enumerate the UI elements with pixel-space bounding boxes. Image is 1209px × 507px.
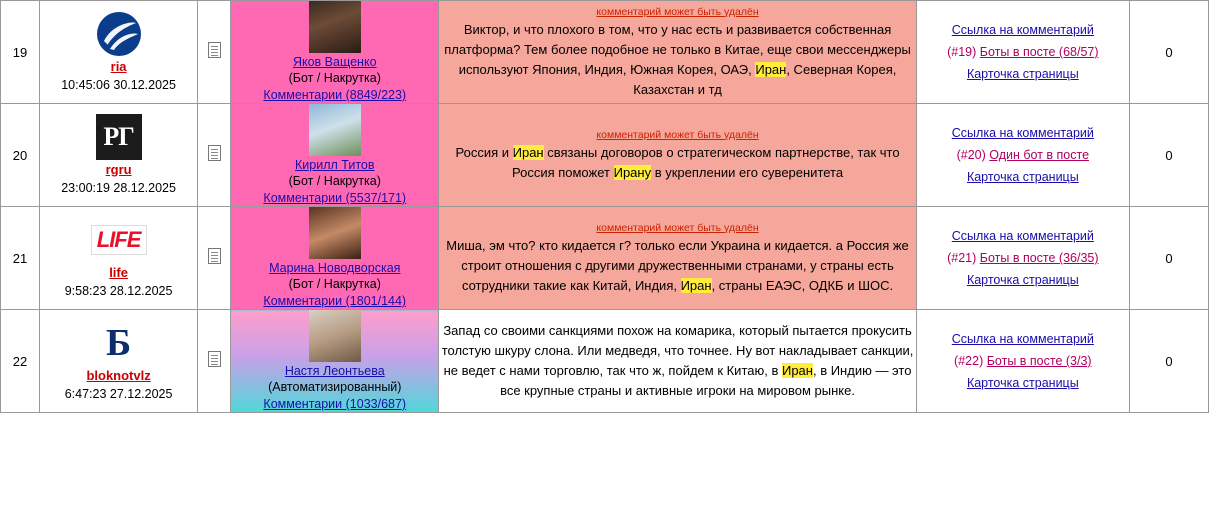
links-cell <box>916 104 1129 207</box>
source-date: 9:58:23 28.12.2025 <box>64 283 173 298</box>
row-number: 20 <box>1 104 40 207</box>
author-tag: (Бот / Накрутка) <box>288 174 381 188</box>
author-link[interactable]: Настя Леонтьева <box>284 364 385 378</box>
document-cell[interactable] <box>198 207 231 310</box>
page-card-link[interactable]: Карточка страницы <box>966 273 1079 287</box>
avatar <box>309 1 361 53</box>
source-link[interactable]: bloknotvlz <box>86 367 151 383</box>
table-row <box>1 310 1209 413</box>
bots-in-post-link[interactable]: Один бот в посте <box>989 148 1090 162</box>
highlight-term: Иран <box>680 277 712 293</box>
author-link[interactable]: Яков Ващенко <box>292 55 377 69</box>
table-row <box>1 1 1209 104</box>
comment-text: Миша, эм что? кто кидается г? только если Украина и кидается. а Россия же строит отношения с другими дружественными странами, у страны есть сотрудники такие как Китай, Индия, Иран, страны ЕАЭС, ОДКБ и ШОС. <box>446 237 909 293</box>
links-cell <box>916 1 1129 104</box>
highlight-term: Иран <box>781 363 813 378</box>
table-row <box>1 104 1209 207</box>
comment-index: (#20) <box>956 148 986 162</box>
page-card-link[interactable]: Карточка страницы <box>966 170 1079 184</box>
count-cell: 0 <box>1129 310 1208 413</box>
highlight-term: Ирану <box>613 164 652 180</box>
document-cell[interactable] <box>198 1 231 104</box>
bots-in-post-link[interactable]: Боты в посте (68/57) <box>979 45 1099 59</box>
rg-logo: РГ <box>96 114 142 160</box>
author-cell <box>231 310 439 413</box>
author-comments-link[interactable]: Комментарии (1033/687) <box>263 397 407 411</box>
source-date: 10:45:06 30.12.2025 <box>61 77 176 92</box>
count-cell: 0 <box>1129 1 1208 104</box>
comment-permalink[interactable]: Ссылка на комментарий <box>951 229 1094 243</box>
avatar <box>309 104 361 156</box>
count-cell: 0 <box>1129 104 1208 207</box>
source-cell <box>40 310 198 413</box>
source-cell <box>40 1 198 104</box>
bots-in-post-link[interactable]: Боты в посте (3/3) <box>986 354 1092 368</box>
comment-permalink[interactable]: Ссылка на комментарий <box>951 126 1094 140</box>
page-card-link[interactable]: Карточка страницы <box>966 67 1079 81</box>
author-comments-link[interactable]: Комментарии (1801/144) <box>263 294 407 308</box>
source-link[interactable]: life <box>109 264 128 280</box>
document-icon[interactable] <box>208 42 221 58</box>
comment-index: (#22) <box>954 354 984 368</box>
source-date: 6:47:23 27.12.2025 <box>64 386 173 401</box>
row-number: 22 <box>1 310 40 413</box>
author-cell <box>231 104 439 207</box>
links-cell <box>916 207 1129 310</box>
author-tag: (Автоматизированный) <box>268 380 402 394</box>
comment-text: Запад со своими санкциями похож на комарика, который пытается прокусить толстую шкуру слона. Или медведя, что точнее. Ну вот накладывает санкции, не ведет с нами торговлю, так что ж, пойдем к Китаю, в Иран, в Индию — это все крупные страны и активные игроки на мировом рынке. <box>441 323 914 398</box>
author-comments-link[interactable]: Комментарии (5537/171) <box>263 191 407 205</box>
comment-cell <box>439 104 916 207</box>
page-card-link[interactable]: Карточка страницы <box>966 376 1079 390</box>
deleted-note: комментарий может быть удалён <box>596 128 759 141</box>
comment-permalink[interactable]: Ссылка на комментарий <box>951 332 1094 346</box>
author-link[interactable]: Марина Новодворская <box>269 261 401 275</box>
comment-index: (#19) <box>947 45 977 59</box>
highlight-term: Иран <box>755 61 787 77</box>
document-icon[interactable] <box>208 351 221 367</box>
comment-cell <box>439 207 916 310</box>
document-cell[interactable] <box>198 104 231 207</box>
comment-index: (#21) <box>947 251 977 265</box>
author-cell <box>231 1 439 104</box>
comment-text: Россия и Иран связаны договоров о стратегическом партнерстве, так что Россия поможет Ирану в укреплении его суверенитета <box>455 144 900 180</box>
highlight-term: Иран <box>512 144 544 160</box>
comment-cell <box>439 1 916 104</box>
document-icon[interactable] <box>208 248 221 264</box>
avatar <box>309 310 361 362</box>
links-cell <box>916 310 1129 413</box>
document-icon[interactable] <box>208 145 221 161</box>
bots-in-post-link[interactable]: Боты в посте (36/35) <box>979 251 1099 265</box>
comment-cell <box>439 310 916 413</box>
source-cell <box>40 207 198 310</box>
deleted-note: комментарий может быть удалён <box>596 221 759 234</box>
author-tag: (Бот / Накрутка) <box>288 71 381 85</box>
row-number: 19 <box>1 1 40 104</box>
author-tag: (Бот / Накрутка) <box>288 277 381 291</box>
comment-text: Виктор, и что плохого в том, что у нас есть и развивается собственная платформа? Тем более подобное не только в Китае, еще свои мессенджеры используют Япония, Индия, Южная Корея, ОАЭ, Иран, Северная Корея, Казахстан и тд <box>444 21 911 97</box>
comment-permalink[interactable]: Ссылка на комментарий <box>951 23 1094 37</box>
document-cell[interactable] <box>198 310 231 413</box>
source-link[interactable]: rgru <box>105 161 132 177</box>
author-link[interactable]: Кирилл Титов <box>295 158 375 172</box>
deleted-note: комментарий может быть удалён <box>596 5 759 18</box>
ria-logo <box>96 11 142 57</box>
source-link[interactable]: ria <box>110 58 127 74</box>
source-date: 23:00:19 28.12.2025 <box>61 180 176 195</box>
avatar <box>309 207 361 259</box>
table-row <box>1 207 1209 310</box>
count-cell: 0 <box>1129 207 1208 310</box>
life-logo: LIFE <box>91 225 147 255</box>
author-cell <box>231 207 439 310</box>
bloknot-logo: Б <box>106 321 132 364</box>
author-comments-link[interactable]: Комментарии (8849/223) <box>263 88 407 102</box>
source-cell <box>40 104 198 207</box>
row-number: 21 <box>1 207 40 310</box>
